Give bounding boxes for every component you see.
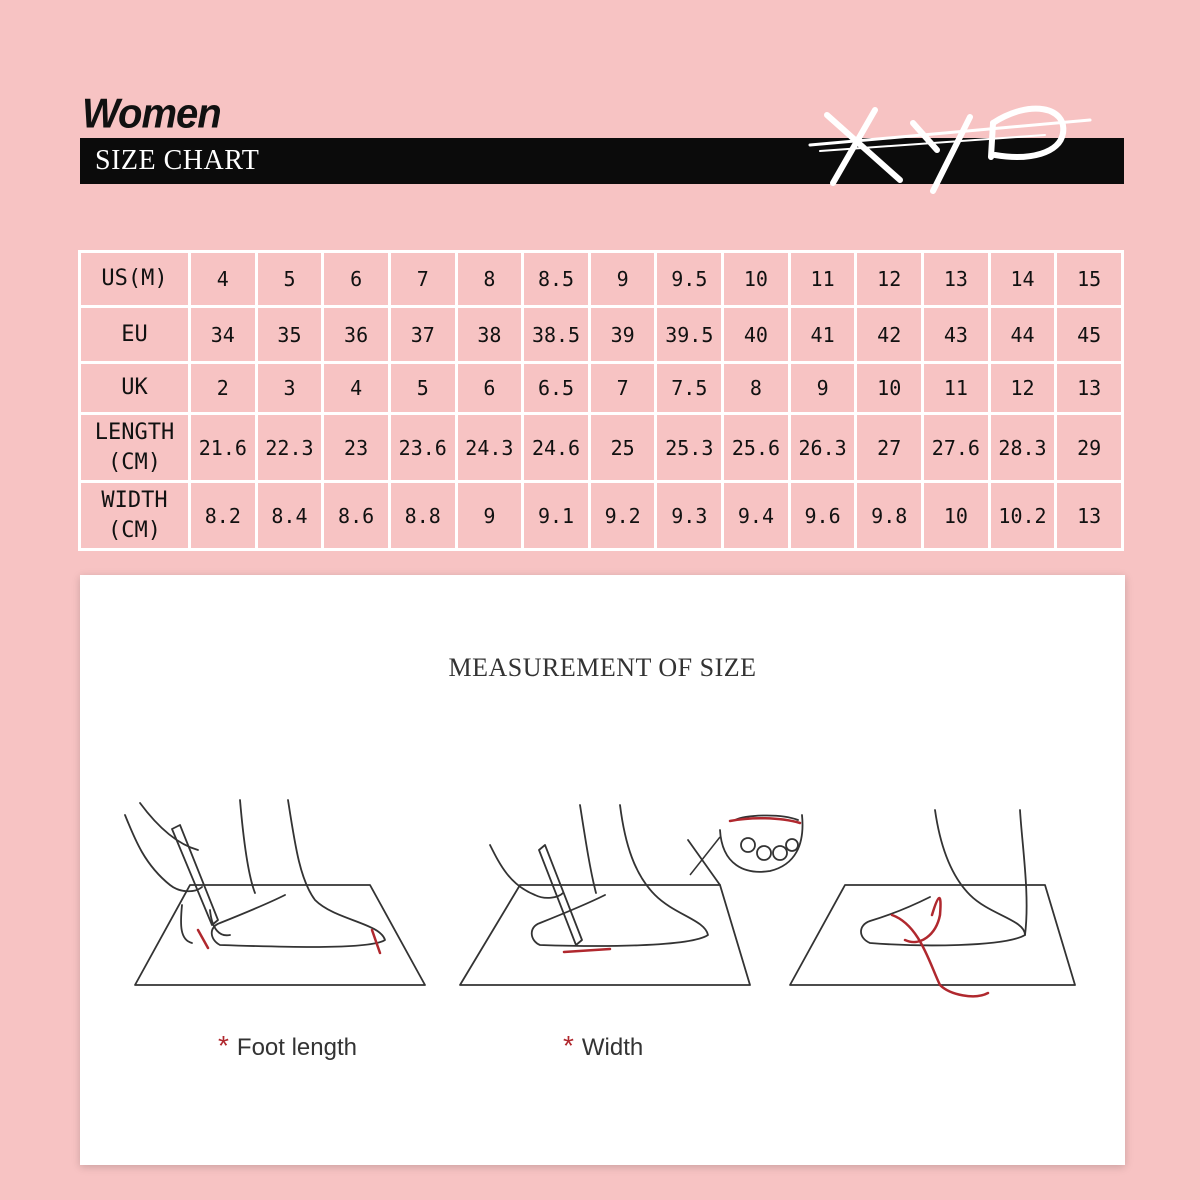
- table-cell: 8.6: [323, 482, 390, 550]
- foot-wrap-figure: [790, 810, 1075, 985]
- table-cell: 27: [856, 414, 923, 482]
- table-cell: 22.3: [256, 414, 323, 482]
- table-cell: 37: [389, 307, 456, 363]
- row-header-label: UK: [121, 375, 148, 400]
- table-cell: 39.5: [656, 307, 723, 363]
- table-cell: 4: [323, 363, 390, 414]
- brand-logo-mark: [805, 95, 1095, 195]
- table-cell: 9.8: [856, 482, 923, 550]
- table-cell: 10: [723, 252, 790, 307]
- foot-width-figure: [460, 805, 803, 985]
- table-cell: 9.3: [656, 482, 723, 550]
- table-cell: 13: [1056, 482, 1123, 550]
- table-cell: 9.1: [523, 482, 590, 550]
- table-cell: 41: [789, 307, 856, 363]
- legend-star-icon: *: [563, 1030, 574, 1061]
- table-row: [80, 307, 1123, 363]
- table-cell: 8.8: [389, 482, 456, 550]
- category-title: Women: [82, 90, 221, 138]
- table-cell: 34: [190, 307, 257, 363]
- table-cell: 42: [856, 307, 923, 363]
- table-cell: 6.5: [523, 363, 590, 414]
- table-row: [80, 252, 1123, 307]
- size-table: [78, 250, 1124, 551]
- table-cell: 6: [323, 252, 390, 307]
- row-header-label: US(M): [101, 266, 168, 291]
- table-cell: 43: [923, 307, 990, 363]
- table-cell: 35: [256, 307, 323, 363]
- table-cell: 8: [456, 252, 523, 307]
- table-cell: 10: [856, 363, 923, 414]
- table-cell: 38.5: [523, 307, 590, 363]
- table-cell: 10: [923, 482, 990, 550]
- row-header: [80, 307, 190, 363]
- brand-logo: [805, 95, 1095, 195]
- row-header-unit: (CM): [108, 449, 161, 475]
- table-cell: 40: [723, 307, 790, 363]
- legend-foot-length: [218, 1030, 357, 1062]
- table-cell: 38: [456, 307, 523, 363]
- measurement-panel: [80, 575, 1125, 1165]
- table-row: [80, 482, 1123, 550]
- table-cell: 9.2: [589, 482, 656, 550]
- table-cell: 10.2: [989, 482, 1056, 550]
- row-header: [80, 252, 190, 307]
- table-cell: 8: [723, 363, 790, 414]
- foot-length-figure: [125, 800, 425, 985]
- table-cell: 15: [1056, 252, 1123, 307]
- table-cell: 29: [1056, 414, 1123, 482]
- table-cell: 8.5: [523, 252, 590, 307]
- banner-title: SIZE CHART: [95, 145, 260, 176]
- table-cell: 13: [923, 252, 990, 307]
- table-cell: 9: [456, 482, 523, 550]
- row-header: [80, 482, 190, 550]
- legend-foot-length-label: Foot length: [236, 1034, 357, 1061]
- table-cell: 3: [256, 363, 323, 414]
- table-cell: 5: [256, 252, 323, 307]
- table-cell: 27.6: [923, 414, 990, 482]
- row-header: [80, 414, 190, 482]
- legend-width: [563, 1030, 643, 1062]
- table-cell: 24.6: [523, 414, 590, 482]
- table-cell: 9.4: [723, 482, 790, 550]
- table-cell: 8.2: [190, 482, 257, 550]
- table-cell: 6: [456, 363, 523, 414]
- table-cell: 7: [389, 252, 456, 307]
- table-cell: 2: [190, 363, 257, 414]
- table-cell: 14: [989, 252, 1056, 307]
- row-header-label: WIDTH: [101, 487, 168, 513]
- table-cell: 23: [323, 414, 390, 482]
- table-cell: 44: [989, 307, 1056, 363]
- row-header-label: LENGTH: [94, 419, 175, 445]
- table-cell: 7.5: [656, 363, 723, 414]
- table-cell: 9.6: [789, 482, 856, 550]
- table-cell: 7: [589, 363, 656, 414]
- table-cell: 11: [923, 363, 990, 414]
- table-cell: 39: [589, 307, 656, 363]
- table-cell: 23.6: [389, 414, 456, 482]
- table-cell: 5: [389, 363, 456, 414]
- table-cell: 45: [1056, 307, 1123, 363]
- table-cell: 24.3: [456, 414, 523, 482]
- legend-width-label: Width: [581, 1034, 644, 1061]
- table-cell: 9.5: [656, 252, 723, 307]
- row-header: [80, 363, 190, 414]
- measurement-title: MEASUREMENT OF SIZE: [448, 653, 757, 682]
- table-cell: 25.3: [656, 414, 723, 482]
- row-header-unit: (CM): [108, 517, 161, 543]
- legend-star-icon: *: [218, 1030, 229, 1061]
- table-cell: 8.4: [256, 482, 323, 550]
- table-cell: 25: [589, 414, 656, 482]
- table-cell: 12: [856, 252, 923, 307]
- table-cell: 4: [190, 252, 257, 307]
- table-cell: 21.6: [190, 414, 257, 482]
- row-header-label: EU: [121, 321, 148, 347]
- table-cell: 9: [789, 363, 856, 414]
- table-cell: 36: [323, 307, 390, 363]
- table-cell: 25.6: [723, 414, 790, 482]
- table-cell: 12: [989, 363, 1056, 414]
- table-cell: 26.3: [789, 414, 856, 482]
- table-cell: 11: [789, 252, 856, 307]
- table-cell: 9: [589, 252, 656, 307]
- table-row: [80, 414, 1123, 482]
- table-cell: 28.3: [989, 414, 1056, 482]
- table-row: [80, 363, 1123, 414]
- table-cell: 13: [1056, 363, 1123, 414]
